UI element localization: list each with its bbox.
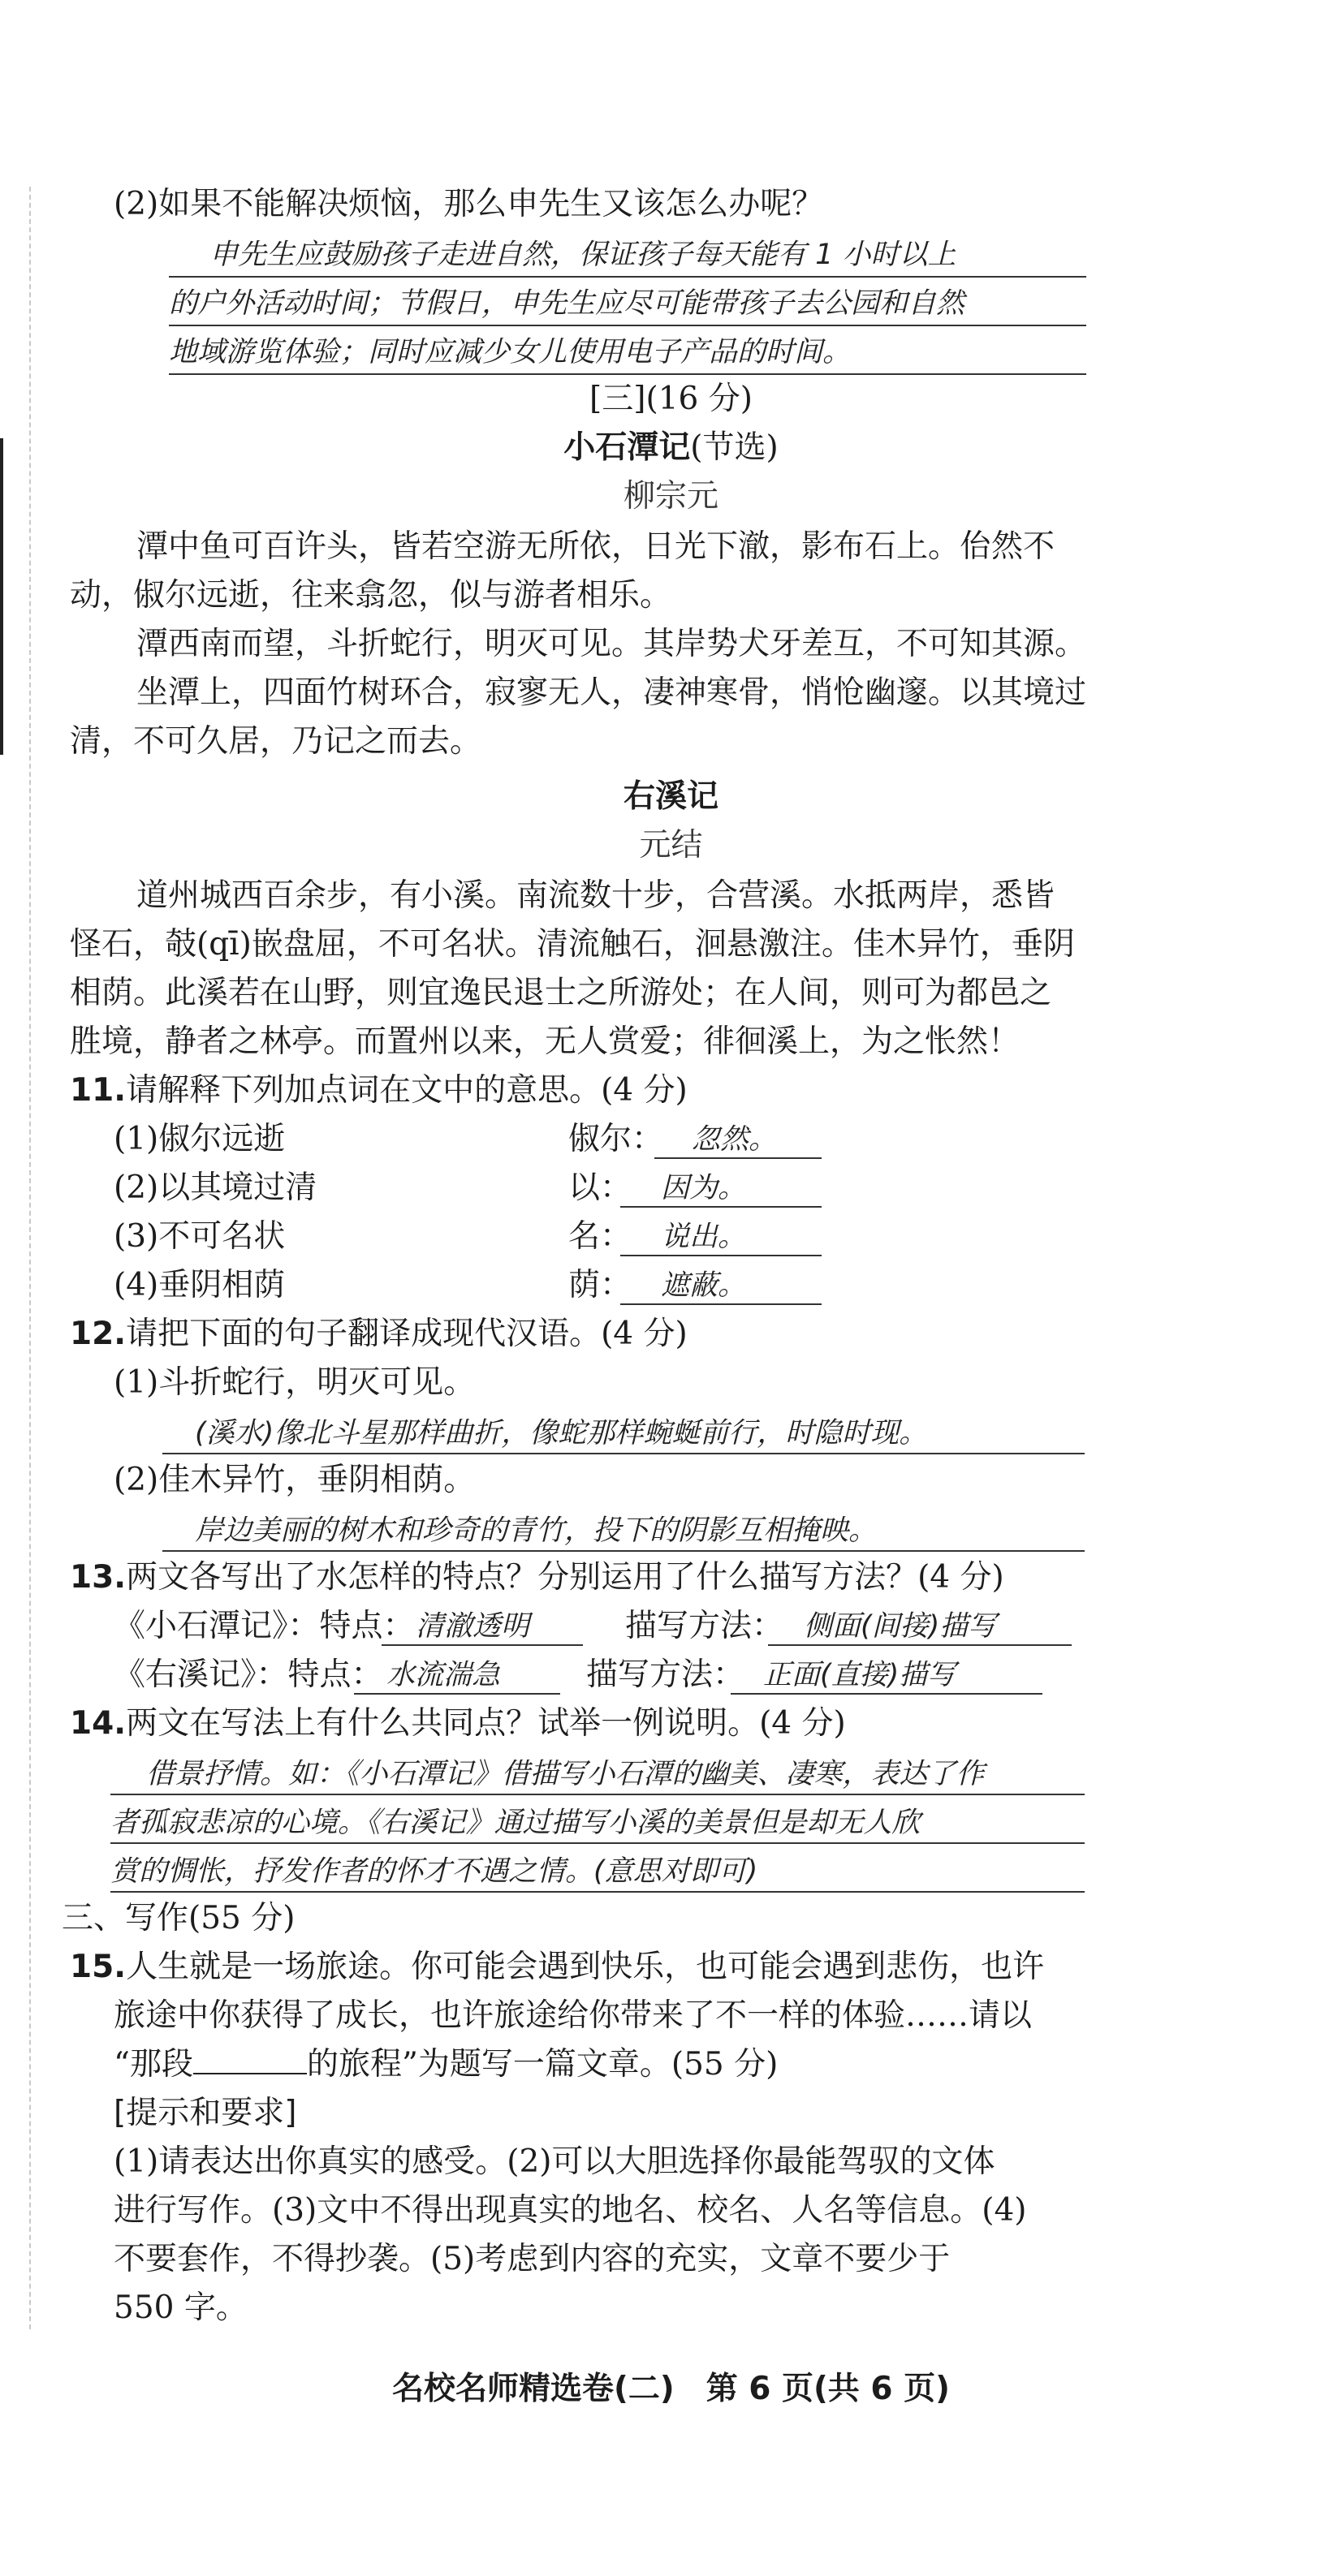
handwritten-answer-line: 的户外活动时间；节假日，申先生应尽可能带孩子去公园和自然 bbox=[169, 287, 965, 320]
item-word: 名： bbox=[568, 1218, 632, 1255]
answer-underline bbox=[654, 1157, 822, 1159]
question-text: 请解释下列加点词在文中的意思。(4 分) bbox=[126, 1072, 688, 1109]
item-word: 以： bbox=[568, 1170, 632, 1206]
tips-line: 550 字。 bbox=[114, 2290, 248, 2326]
handwritten-answer: 说出。 bbox=[661, 1221, 747, 1253]
section-header: 三、写作(55 分) bbox=[62, 1900, 296, 1936]
handwritten-answer-line: 者孤寂悲凉的心境。《右溪记》通过描写小溪的美景但是却无人欣 bbox=[110, 1807, 921, 1839]
handwritten-answer-line: 赏的惆怅，抒发作者的怀才不遇之情。(意思对即可) bbox=[110, 1855, 758, 1888]
question-number: 13. bbox=[70, 1559, 127, 1596]
answer-underline bbox=[731, 1693, 1042, 1695]
tips-line: 进行写作。(3)文中不得出现真实的地名、校名、人名等信息。(4) bbox=[114, 2192, 1027, 2229]
method-label: 描写方法： bbox=[625, 1608, 784, 1644]
answer-underline bbox=[620, 1206, 822, 1208]
text2-title: 右溪记 bbox=[623, 778, 718, 815]
tips-line: 不要套作，不得抄袭。(5)考虑到内容的充实，文章不要少于 bbox=[114, 2241, 951, 2277]
question-text: 人生就是一场旅途。你可能会遇到快乐，也可能会遇到悲伤，也许 bbox=[126, 1949, 1045, 1985]
question-number: 15. bbox=[70, 1949, 127, 1985]
answer-underline bbox=[169, 373, 1086, 375]
question-text: 两文在写法上有什么共同点？试举一例说明。(4 分) bbox=[126, 1705, 846, 1742]
question-number: 14. bbox=[70, 1705, 127, 1742]
question-prompt bbox=[70, 1315, 688, 1354]
section-header: [三](16 分) bbox=[589, 381, 753, 417]
title-blank bbox=[193, 2045, 307, 2074]
answer-underline bbox=[162, 1550, 1085, 1552]
row-label: 《右溪记》：特点： bbox=[114, 1656, 383, 1693]
item-sentence: (1)斗折蛇行，明灭可见。 bbox=[114, 1364, 476, 1401]
answer-underline bbox=[162, 1453, 1085, 1454]
answer-underline bbox=[620, 1255, 822, 1256]
handwritten-answer: 遮蔽。 bbox=[661, 1269, 747, 1302]
question-number: 11. bbox=[70, 1072, 127, 1109]
text1-title-row bbox=[0, 429, 1342, 467]
tips-header: [提示和要求] bbox=[114, 2095, 297, 2131]
answer-underline bbox=[768, 1644, 1072, 1646]
prompt-post: 的旅程”为题写一篇文章。(55 分) bbox=[306, 2046, 779, 2083]
prompt-pre: “那段 bbox=[114, 2046, 193, 2083]
text2-author: 元结 bbox=[639, 827, 703, 864]
handwritten-answer-line: 地域游览体验；同时应减少女儿使用电子产品的时间。 bbox=[169, 336, 852, 368]
item-word: 荫： bbox=[568, 1267, 632, 1303]
passage-line: 潭中鱼可百许头，皆若空游无所依，日光下澈，影布石上。佁然不 bbox=[136, 528, 1055, 565]
handwritten-answer: 因为。 bbox=[661, 1172, 747, 1204]
text1-title: 小石潭记 bbox=[563, 429, 691, 466]
answer-underline bbox=[169, 325, 1086, 326]
text1-title-note: (节选) bbox=[690, 429, 779, 466]
handwritten-feature: 清澈透明 bbox=[416, 1610, 530, 1643]
handwritten-method: 正面(直接)描写 bbox=[763, 1659, 956, 1691]
item-phrase: (1)俶尔远逝 bbox=[114, 1121, 286, 1157]
answer-underline bbox=[110, 1842, 1085, 1844]
handwritten-answer-line: 借景抒情。如：《小石潭记》借描写小石潭的幽美、凄寒，表达了作 bbox=[146, 1758, 985, 1790]
passage-line: 坐潭上，四面竹树环合，寂寥无人，凄神寒骨，悄怆幽邃。以其境过 bbox=[136, 674, 1087, 711]
passage-line: 胜境，静者之林亭。而置州以来，无人赏爱；徘徊溪上，为之怅然！ bbox=[70, 1023, 1021, 1060]
handwritten-answer: 岸边美丽的树木和珍奇的青竹，投下的阴影互相掩映。 bbox=[195, 1514, 878, 1547]
item-word: 俶尔： bbox=[568, 1121, 664, 1157]
method-label: 描写方法： bbox=[586, 1656, 745, 1693]
passage-line: 动，俶尔远逝，往来翕忽，似与游者相乐。 bbox=[70, 577, 672, 614]
passage-line: 清，不可久居，乃记之而去。 bbox=[70, 723, 482, 760]
question-number: 12. bbox=[70, 1316, 127, 1352]
item-phrase: (4)垂阴相荫 bbox=[114, 1267, 286, 1303]
question-text: (2)如果不能解决烦恼，那么申先生又该怎么办呢？ bbox=[114, 186, 824, 222]
question-prompt bbox=[70, 1558, 1004, 1597]
row-label: 《小石潭记》：特点： bbox=[114, 1608, 415, 1644]
question-text: 两文各写出了水怎样的特点？分别运用了什么描写方法？(4 分) bbox=[126, 1559, 1004, 1596]
handwritten-answer: 忽然。 bbox=[692, 1123, 778, 1156]
answer-underline bbox=[110, 1794, 1085, 1795]
passage-line: 道州城西百余步，有小溪。南流数十步，合营溪。水抵两岸，悉皆 bbox=[136, 877, 1055, 914]
handwritten-feature: 水流湍急 bbox=[386, 1659, 501, 1691]
passage-line: 相荫。此溪若在山野，则宜逸民退士之所游处；在人间，则可为都邑之 bbox=[70, 975, 1052, 1011]
answer-underline bbox=[169, 276, 1086, 278]
handwritten-answer-line: 申先生应鼓励孩子走进自然，保证孩子每天能有 1 小时以上 bbox=[209, 239, 956, 271]
prompt-line: 旅途中你获得了成长，也许旅途给你带来了不一样的体验……请以 bbox=[114, 1997, 1033, 2034]
prompt-line-with-blank bbox=[114, 2045, 778, 2084]
text1-author: 柳宗元 bbox=[623, 478, 718, 515]
passage-line: 潭西南而望，斗折蛇行，明灭可见。其岸势犬牙差互，不可知其源。 bbox=[136, 626, 1087, 662]
answer-underline bbox=[354, 1693, 560, 1695]
page-footer: 名校名师精选卷(二) 第 6 页(共 6 页) bbox=[392, 2371, 950, 2407]
handwritten-answer: (溪水)像北斗星那样曲折，像蛇那样蜿蜒前行，时隐时现。 bbox=[195, 1417, 928, 1450]
answer-underline bbox=[620, 1303, 822, 1305]
question-prompt bbox=[70, 1071, 688, 1110]
item-phrase: (3)不可名状 bbox=[114, 1218, 286, 1255]
passage-line: 怪石，攲(qī)嵌盘屈，不可名状。清流触石，洄悬激注。佳木异竹，垂阴 bbox=[70, 926, 1075, 963]
tips-line: (1)请表达出你真实的感受。(2)可以大胆选择你最能驾驭的文体 bbox=[114, 2143, 995, 2180]
item-sentence: (2)佳木异竹，垂阴相荫。 bbox=[114, 1462, 476, 1498]
answer-underline bbox=[110, 1891, 1085, 1893]
answer-underline bbox=[382, 1644, 583, 1646]
question-prompt bbox=[70, 1704, 846, 1743]
question-prompt bbox=[70, 1948, 1044, 1987]
question-text: 请把下面的句子翻译成现代汉语。(4 分) bbox=[126, 1316, 688, 1352]
item-phrase: (2)以其境过清 bbox=[114, 1170, 317, 1206]
handwritten-method: 侧面(间接)描写 bbox=[804, 1610, 997, 1643]
